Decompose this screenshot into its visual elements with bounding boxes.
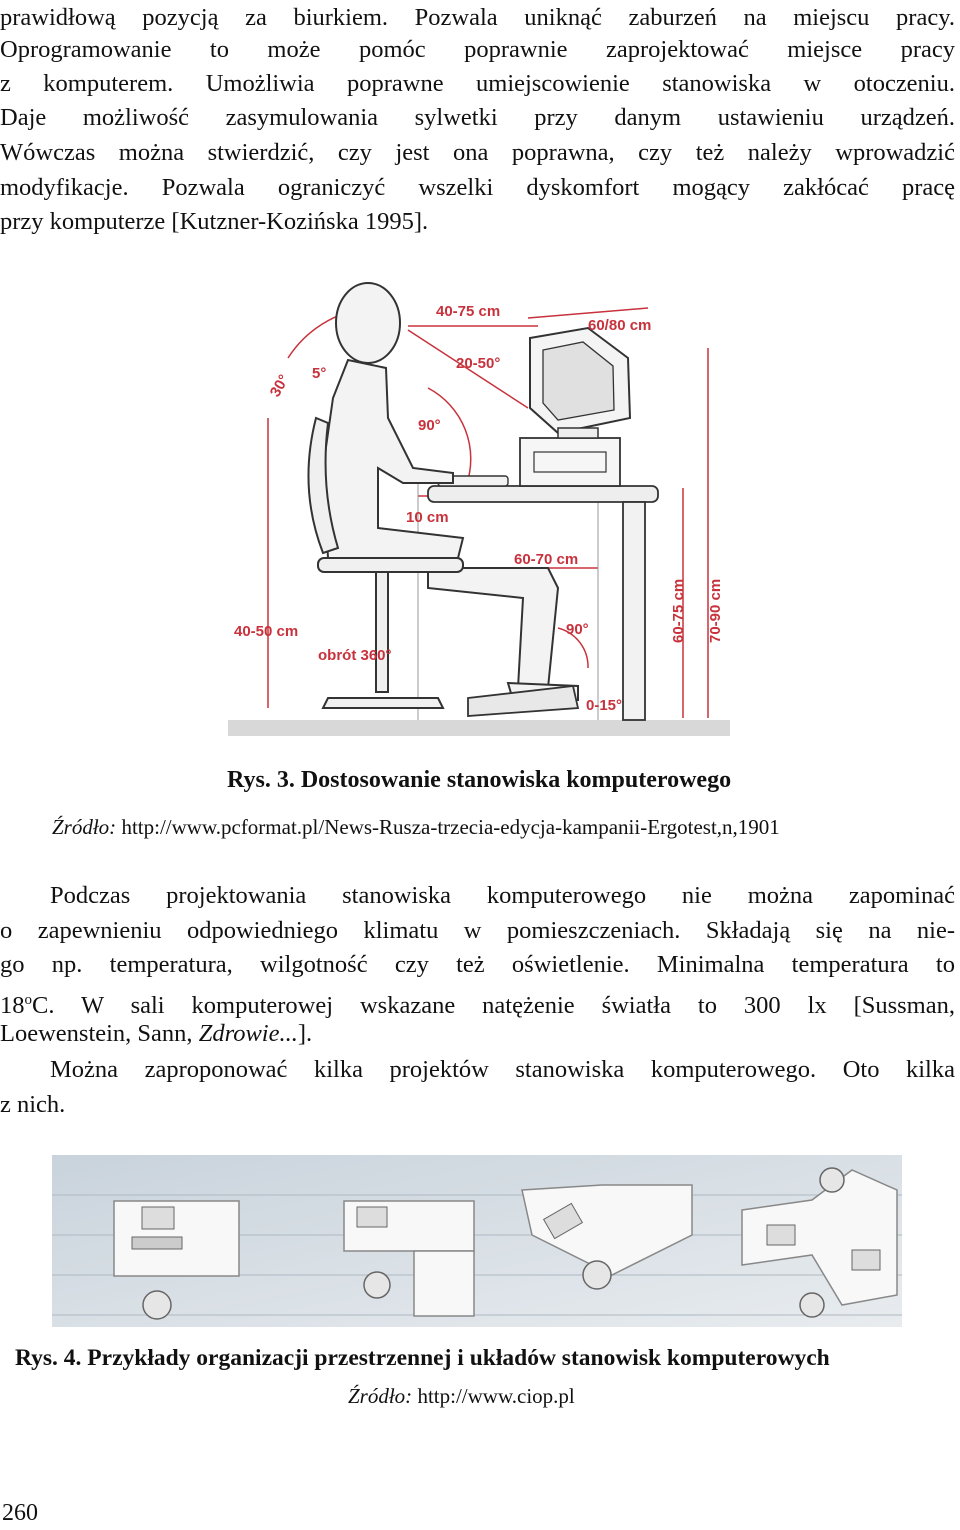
- page-number: 260: [2, 1500, 38, 1526]
- text-line: przy komputerze [Kutzner-Kozińska 1995].: [0, 208, 429, 235]
- label-head-tilt-30: 30°: [266, 371, 293, 400]
- monitor: [530, 328, 630, 438]
- text-line: go np. temperatura, wilgotność czy też oświetlenie. Minimalna temperatura to: [0, 951, 955, 978]
- label-knee-angle: 90°: [566, 621, 589, 638]
- text-line: modyfikacje. Pozwala ograniczyć wszelki dyskomfort mogący zakłócać pracę: [0, 174, 955, 201]
- text-line: Loewenstein, Sann, Zdrowie...].: [0, 1020, 313, 1047]
- workstation-layouts-figure: [52, 1155, 902, 1327]
- figure4-caption: Rys. 4. Przykłady organizacji przestrzennej i układów stanowisk komputerowych: [15, 1345, 830, 1371]
- figure4-source: [348, 1384, 575, 1409]
- label-view-angle: 20-50°: [456, 355, 501, 372]
- label-seat-height: 40-50 cm: [234, 623, 299, 640]
- ergonomics-diagram: [228, 268, 730, 736]
- text-line: Można zaproponować kilka projektów stanowiska komputerowego. Oto kilka: [50, 1056, 955, 1083]
- label-head-tilt-5: 5°: [312, 365, 327, 382]
- text-line: 18$^o$C. W sali komputerowej wskazane natężenie światła to 300 lx [Sussman,: [0, 992, 955, 1020]
- label-desk-height: 60-75 cm: [670, 578, 687, 643]
- text-line: z nich.: [0, 1091, 66, 1118]
- label-chair-rotation: obrót 360°: [318, 647, 392, 664]
- label-desk-gap: 10 cm: [406, 509, 449, 526]
- text-line: prawidłową pozycją za biurkiem. Pozwala uniknąć zaburzeń na miejscu pracy.: [0, 4, 955, 31]
- source-url: http://www.pcformat.pl/News-Rusza-trzecia-edycja-kampanii-Ergotest,n,1901: [121, 815, 780, 839]
- text-line: o zapewnieniu odpowiedniego klimatu w pomieszczeniach. Składają się na nie-: [0, 917, 955, 944]
- ergonomics-figure: [228, 268, 730, 736]
- text-line: z komputerem. Umożliwia poprawne umiejscowienie stanowiska w otoczeniu.: [0, 70, 955, 97]
- source-label: Źródło:: [348, 1384, 413, 1408]
- figure3-caption: Rys. 3. Dostosowanie stanowiska komputerowego: [227, 767, 732, 793]
- text-line: Daje możliwość zasymulowania sylwetki przy danym ustawieniu urządzeń.: [0, 104, 955, 131]
- label-screen-size: 60/80 cm: [588, 317, 652, 334]
- text-line: Oprogramowanie to może pomóc poprawnie zaprojektować miejsce pracy: [0, 36, 955, 63]
- source-url: http://www.ciop.pl: [417, 1384, 575, 1408]
- label-knee-depth: 60-70 cm: [514, 551, 579, 568]
- label-monitor-height: 70-90 cm: [707, 578, 724, 643]
- text-line: Wówczas można stwierdzić, czy jest ona poprawna, czy też należy wprowadzić: [0, 139, 955, 166]
- label-elbow-angle: 90°: [418, 417, 441, 434]
- label-footrest-angle: 0-15°: [586, 697, 623, 714]
- figure3-source: [52, 815, 780, 840]
- text-line: Podczas projektowania stanowiska komputerowego nie można zapominać: [50, 882, 955, 909]
- computer-case: [520, 438, 620, 486]
- label-eye-distance: 40-75 cm: [436, 303, 501, 320]
- layouts-illustration: [52, 1155, 902, 1327]
- source-label: Źródło:: [52, 815, 117, 839]
- floor: [228, 720, 730, 736]
